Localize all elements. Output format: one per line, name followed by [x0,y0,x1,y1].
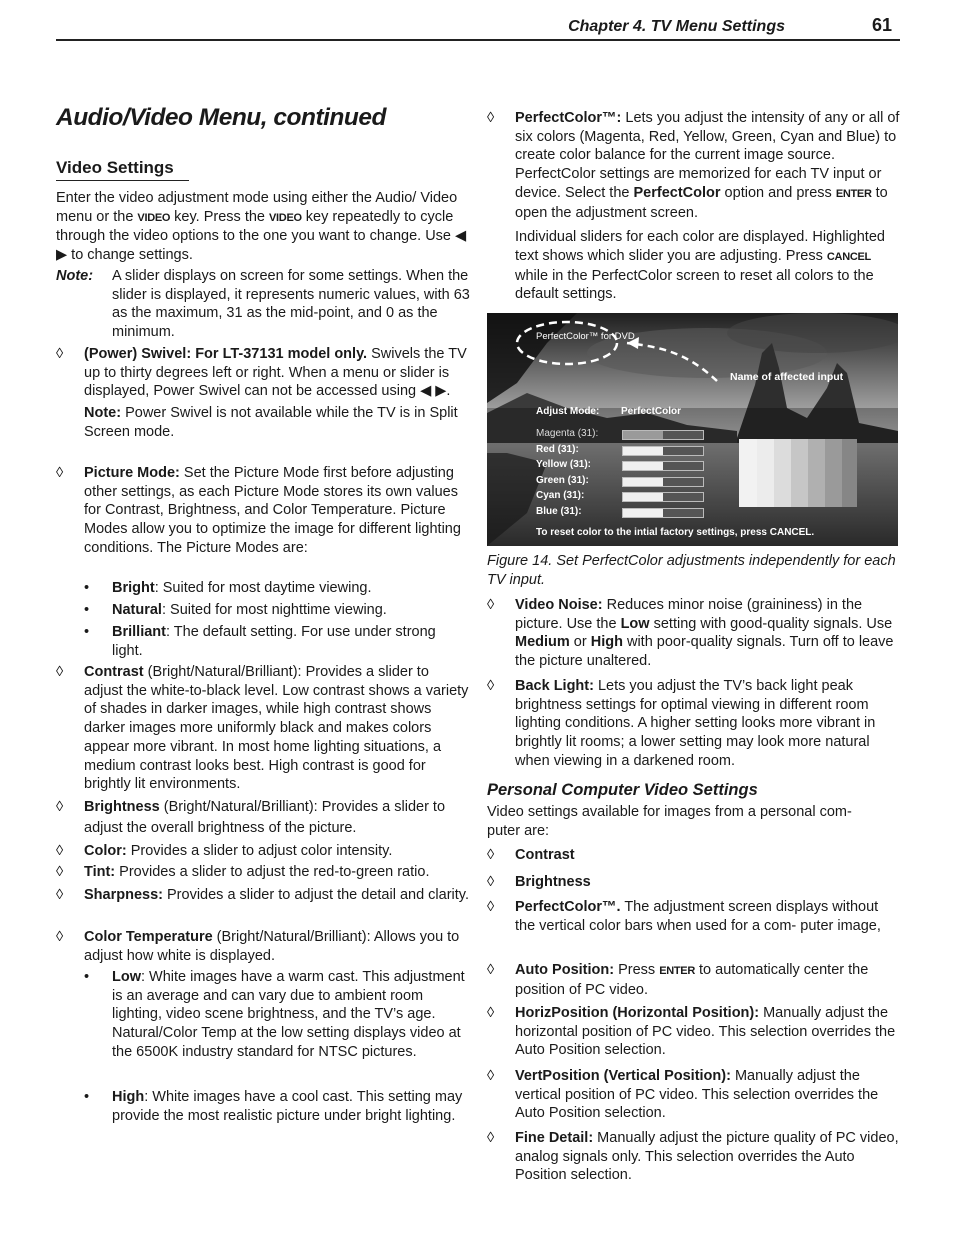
slider-fill [623,478,663,486]
adjust-mode-value: PerfectColor [621,406,682,417]
video-key: VIDEO [137,211,171,224]
list-item-tint: ◊ Tint: Provides a slider to adjust the red-to-green ratio. [56,864,430,880]
page-number: 61 [871,15,892,35]
bullet-icon: • [84,580,90,596]
diamond-icon: ◊ [487,962,495,978]
slider-label: Yellow (31): [536,459,592,471]
slider-row [536,444,706,458]
color-temp-low: • Low: White images have a warm cast. This adjustment is an average and can vary due to ambient room lighting, video scene brightness, and the TV’s age. Natural/Color Temp at the low setting displays video at the 6500K industry standard for NTSC pictures. [84,969,465,1060]
slider-row [536,428,706,442]
diamond-icon: ◊ [487,110,495,126]
page-title: Audio/Video Menu, continued [56,104,386,131]
list-item-back-light: ◊ Back Light: Lets you adjust the TV’s back light peak brightness settings for optimal viewing in different room lighting conditions. A higher setting looks more vibrant in brightly lit rooms; a lower setting may look more natural when viewing in a darkened room. [487,678,876,769]
section-underline [56,180,189,181]
bullet-icon: • [84,1089,90,1105]
bullet-icon: • [84,624,90,640]
page-header [56,14,900,41]
slider-label: Green (31): [536,474,589,486]
slider-label: Cyan (31): [536,490,585,502]
pc-section-heading: Personal Computer Video Settings [487,781,758,799]
diamond-icon: ◊ [487,899,495,915]
diamond-icon: ◊ [487,678,495,694]
list-item-brightness: ◊ Brightness (Bright/Natural/Brilliant): Provides a slider to adjust the overall brightness of the picture. [56,799,446,836]
pc-item-perfectcolor: ◊ PerfectColor™. The adjustment screen displays without the vertical color bars when used for a com- puter image, [487,899,881,934]
slider-label: Magenta (31): [536,428,599,439]
slider-fill [623,431,663,439]
intro-paragraph: Enter the video adjustment mode using either the Audio/ Video menu or the VIDEO key. Press the VIDEO key repeatedly to cycle through the video options to the one you want to change. Use ◀ ▶ to change settings. [56,190,467,264]
slider-track [622,446,704,456]
slider-track [622,461,704,471]
diamond-icon: ◊ [56,864,64,880]
diamond-icon: ◊ [56,346,64,362]
enter-key: ENTER [659,965,695,977]
list-item-color: ◊ Color: Provides a slider to adjust color intensity. [56,843,393,859]
pc-item-brightness: ◊ Brightness [487,874,591,890]
slider-fill [623,509,663,517]
list-item-sharpness: ◊ Sharpness: Provides a slider to adjust the detail and clarity. [56,885,470,906]
diamond-icon: ◊ [487,1068,495,1084]
slider-track [622,430,704,440]
slider-track [622,477,704,487]
picture-mode-natural: • Natural: Suited for most nighttime viewing. [84,602,387,618]
diamond-icon: ◊ [56,887,64,903]
pc-item-contrast: ◊ Contrast [487,847,575,863]
diamond-icon: ◊ [487,597,495,613]
diamond-icon: ◊ [487,847,495,863]
slider-row [536,459,706,473]
diamond-icon: ◊ [487,874,495,890]
color-temp-high: • High: White images have a cool cast. This setting may provide the most realistic picture under bright lighting. [84,1089,463,1124]
perfectcolor-screenshot [487,313,898,546]
note-text: A slider displays on screen for some settings. When the slider is displayed, it represents numeric values, with 63 as the maximum, 31 as the mid-point, and 0 as the minimum. [112,268,470,341]
diamond-icon: ◊ [487,1130,495,1146]
enter-key: ENTER [835,187,872,200]
figure-caption: Figure 14. Set PerfectColor adjustments independently for each TV input. [487,553,896,588]
reset-instruction: To reset color to the intial factory settings, press CANCEL. [536,527,815,538]
picture-mode-brilliant: • Brilliant: The default setting. For use under strong light. [84,624,436,659]
slider-row [536,506,706,520]
slider-fill [623,462,663,470]
list-item-color-temperature: ◊ Color Temperature (Bright/Natural/Brilliant): Allows you to adjust how white is displayed. [56,929,460,964]
pc-item-vert-position: ◊ VertPosition (Vertical Position): Manually adjust the vertical position of PC video. This selection overrides the Auto Position selection. [487,1068,879,1122]
callout-label: Name of affected input [730,371,844,383]
chapter-title: Chapter 4. TV Menu Settings [568,18,785,35]
video-key: VIDEO [269,211,302,224]
slider-label: Blue (31): [536,506,582,517]
list-item-contrast: ◊ Contrast (Bright/Natural/Brilliant): Provides a slider to adjust the white-to-black level. Low contrast shows a variety of shades in darker images, while high contrast shows darker images more uniformly black and makes colors appear more vibrant. In most home lighting situations, a medium contrast looks best. High contrast is good for brightly lit environments. [56,664,469,793]
slider-track [622,508,704,518]
slider-fill [623,493,663,501]
section-heading: Video Settings [56,158,174,177]
diamond-icon: ◊ [56,664,64,680]
color-bars [739,439,857,507]
adjust-mode-label: Adjust Mode: [536,406,600,417]
diamond-icon: ◊ [56,843,64,859]
cancel-key: CANCEL [826,250,871,263]
list-item-perfectcolor: ◊ PerfectColor™: Lets you adjust the intensity of any or all of six colors (Magenta, Red, Yellow, Green, Cyan and Blue) to create color balance for the current image source. PerfectColor settings are memorized for each TV input or device. Select the PerfectColor option and press ENTER to open the adjustment screen. Individual sliders for each color are displayed. Highlighted text shows which slider you are adjusting. Press CANCEL while in the PerfectColor screen to reset all colors to the default settings. [487,110,900,303]
picture-mode-bright: • Bright: Suited for most daytime viewing. [84,580,372,596]
pc-intro: Video settings available for images from a personal com- puter are: [487,804,852,839]
slider-row [536,475,706,489]
pc-item-fine-detail: ◊ Fine Detail: Manually adjust the picture quality of PC video, analog signals only. This selection overrides the Auto Position selection. [487,1130,899,1184]
note-block [56,267,470,342]
pc-item-horiz-position: ◊ HorizPosition (Horizontal Position): Manually adjust the horizontal position of PC video. This selection overrides the Auto Position selection. [487,1005,896,1059]
pc-item-auto-position: ◊ Auto Position: Press ENTER to automatically center the position of PC video. [487,962,869,998]
diamond-icon: ◊ [56,799,64,815]
diamond-icon: ◊ [56,465,64,481]
slider-track [622,492,704,502]
list-item-swivel: ◊ (Power) Swivel: For LT-37131 model only. Swivels the TV up to thirty degrees left or right. When a menu or slider is displayed, Power Swivel can not be accessed using ◀ ▶. Note: Power Swivel is not available while the TV is in Split Screen mode. [56,346,467,440]
note-label: Note: [56,268,94,284]
diamond-icon: ◊ [487,1005,495,1021]
diamond-icon: ◊ [56,929,64,945]
list-item-picture-mode: ◊ Picture Mode: Set the Picture Mode first before adjusting other settings, as each Picture Mode stores its own values for Contrast, Brightness, and Color Temperature. Picture Modes allow you to optimize the image for different lighting conditions. The Picture Modes are: [56,465,461,556]
slider-fill [623,447,663,455]
slider-row [536,490,706,504]
bullet-icon: • [84,969,90,985]
slider-label: Red (31): [536,443,579,455]
osd-title: PerfectColor™ for DVD [536,331,635,342]
bullet-icon: • [84,602,90,618]
list-item-video-noise: ◊ Video Noise: Reduces minor noise (graininess) in the picture. Use the Low setting with good-quality signals. Use Medium or High with poor-quality signals. Turn off to leave the picture unaltered. [487,597,894,670]
